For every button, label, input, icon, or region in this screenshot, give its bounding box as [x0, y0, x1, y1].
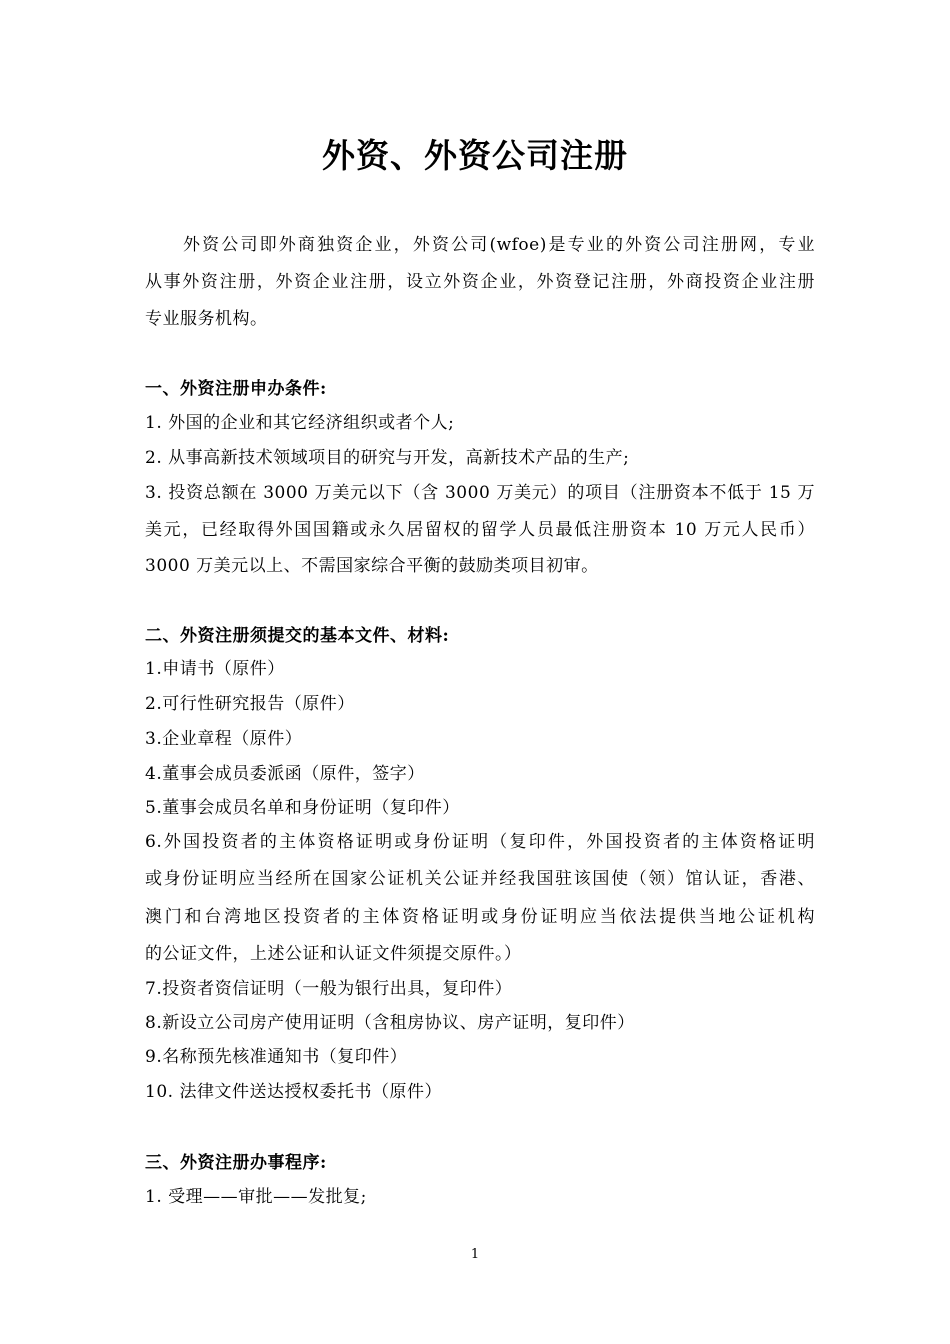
section-2-item-4: 4.董事会成员委派函（原件，签字）	[145, 764, 425, 784]
document-title: 外资、外资公司注册	[322, 136, 628, 175]
section-2-item-8: 8.新设立公司房产使用证明（含租房协议、房产证明，复印件）	[145, 1013, 635, 1033]
section-2-item-5: 5.董事会成员名单和身份证明（复印件）	[145, 798, 460, 818]
section-1-heading: 一、外资注册申办条件:	[145, 379, 327, 399]
section-1-item-3-line-3: 3000 万美元以上、不需国家综合平衡的鼓励类项目初审。	[145, 556, 599, 576]
page-number: 1	[470, 1247, 480, 1262]
section-2-item-2: 2.可行性研究报告（原件）	[145, 694, 355, 714]
section-2-item-10: 10. 法律文件送达授权委托书（原件）	[145, 1082, 442, 1102]
section-3-heading: 三、外资注册办事程序:	[145, 1153, 327, 1173]
section-2-heading: 二、外资注册须提交的基本文件、材料:	[145, 626, 450, 646]
section-2-item-9: 9.名称预先核准通知书（复印件）	[145, 1047, 408, 1067]
section-2-item-6-line-1: 6.外国投资者的主体资格证明或身份证明（复印件，外国投资者的主体资格证明	[145, 832, 815, 852]
section-2-item-7: 7.投资者资信证明（一般为银行出具，复印件）	[145, 979, 513, 999]
section-2-item-6-line-2: 或身份证明应当经所在国家公证机关公证并经我国驻该国使（领）馆认证，香港、	[145, 869, 815, 889]
section-1-item-2: 2. 从事高新技术领域项目的研究与开发，高新技术产品的生产;	[145, 448, 630, 468]
intro-line-3: 专业服务机构。	[145, 309, 268, 329]
section-2-item-3: 3.企业章程（原件）	[145, 729, 303, 749]
section-3-item-1: 1. 受理——审批——发批复;	[145, 1187, 367, 1207]
section-2-item-1: 1.申请书（原件）	[145, 659, 285, 679]
section-2-item-6-line-3: 澳门和台湾地区投资者的主体资格证明或身份证明应当依法提供当地公证机构	[145, 907, 815, 927]
section-1-item-3-line-1: 3. 投资总额在 3000 万美元以下（含 3000 万美元）的项目（注册资本不低于 15 万	[145, 483, 815, 503]
intro-line-2: 从事外资注册，外资企业注册，设立外资企业，外资登记注册，外商投资企业注册	[145, 272, 815, 292]
section-1-item-1: 1. 外国的企业和其它经济组织或者个人;	[145, 413, 455, 433]
section-2-item-6-line-4: 的公证文件，上述公证和认证文件须提交原件。）	[145, 944, 522, 964]
intro-line-1: 外资公司即外商独资企业，外资公司(wfoe)是专业的外资公司注册网，专业	[183, 235, 815, 255]
section-1-item-3-line-2: 美元，已经取得外国国籍或永久居留权的留学人员最低注册资本 10 万元人民币）	[145, 520, 815, 540]
